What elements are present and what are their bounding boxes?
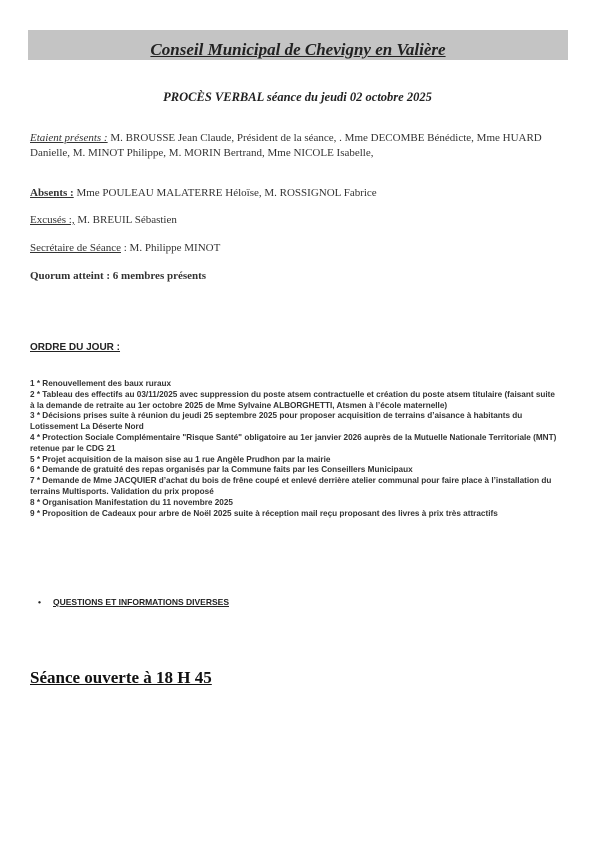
session-opening: Séance ouverte à 18 H 45 [30,668,212,687]
present-section [30,131,565,161]
questions-section [38,597,229,607]
secretary-text: : M. Philippe MINOT [123,242,221,254]
absent-text: Mme POULEAU MALATERRE Héloïse, M. ROSSIGNOL Fabrice [76,187,377,199]
agenda-item: 2 * Tableau des effectifs au 03/11/2025 avec suppression du poste atsem contractuelle et création du poste atsem titulaire (faisant suite à la demande de retraite au 1er octobre 2025 de Mme Sylvaine ALBORGHETTI, Atsmen à l’école maternelle) [30,389,555,410]
agenda-item: 5 * Projet acquisition de la maison sise au 1 rue Angèle Prudhon par la mairie [30,454,331,464]
agenda-item: 3 * Décisions prises suite à réunion du jeudi 25 septembre 2025 pour proposer acquisition de terrains d’aisance à habitants du Lotissement La Déserte Nord [30,411,523,432]
agenda-item: 9 * Proposition de Cadeaux pour arbre de Noël 2025 suite à réception mail reçu proposant des livres à prix très attractifs [30,508,498,518]
agenda-item: 6 * Demande de gratuité des repas organisés par la Commune faits par les Conseillers Municipaux [30,465,413,475]
agenda-item: 1 * Renouvellement des baux ruraux [30,379,172,388]
absent-section [30,186,565,201]
present-text: M. BROUSSE Jean Claude, Président de la séance, . Mme DECOMBE Bénédicte, Mme HUARD Danielle, M. MINOT Philippe, M. MORIN Bertrand, Mme NICOLE Isabelle, [30,132,542,159]
proces-verbal-subtitle: PROCÈS VERBAL séance du jeudi 02 octobre 2025 [163,90,432,104]
questions-label: QUESTIONS ET INFORMATIONS DIVERSES [53,597,229,607]
excused-label: Excusés :, [30,214,75,226]
agenda-item: 8 * Organisation Manifestation du 11 novembre 2025 [30,497,233,507]
present-label: Etaient présents : [30,132,108,144]
agenda-list [30,379,560,519]
document-title: Conseil Municipal de Chevigny en Valière [150,40,446,59]
excused-text: M. BREUIL Sébastien [77,214,177,226]
agenda-item: 7 * Demande de Mme JACQUIER d’achat du bois de frêne coupé et enlevé derrière atelier communal pour faire place à l’installation du terrains Multisports. Validation du prix proposé [30,476,552,496]
agenda-item: 4 * Protection Sociale Complémentaire "Risque Santé" obligatoire au 1er janvier 2026 auprès de la Mutuelle Nationale Territoriale (MNT) retenue par le CDG 21 [30,432,557,453]
absent-label: Absents : [30,187,74,199]
secretary-section [30,241,565,256]
quorum-text: Quorum atteint : 6 membres présents [30,270,207,282]
secretary-label: Secrétaire de Séance [30,242,121,254]
agenda-title: ORDRE DU JOUR : [30,342,121,353]
excused-section [30,213,565,228]
bullet-icon: • [38,597,41,607]
